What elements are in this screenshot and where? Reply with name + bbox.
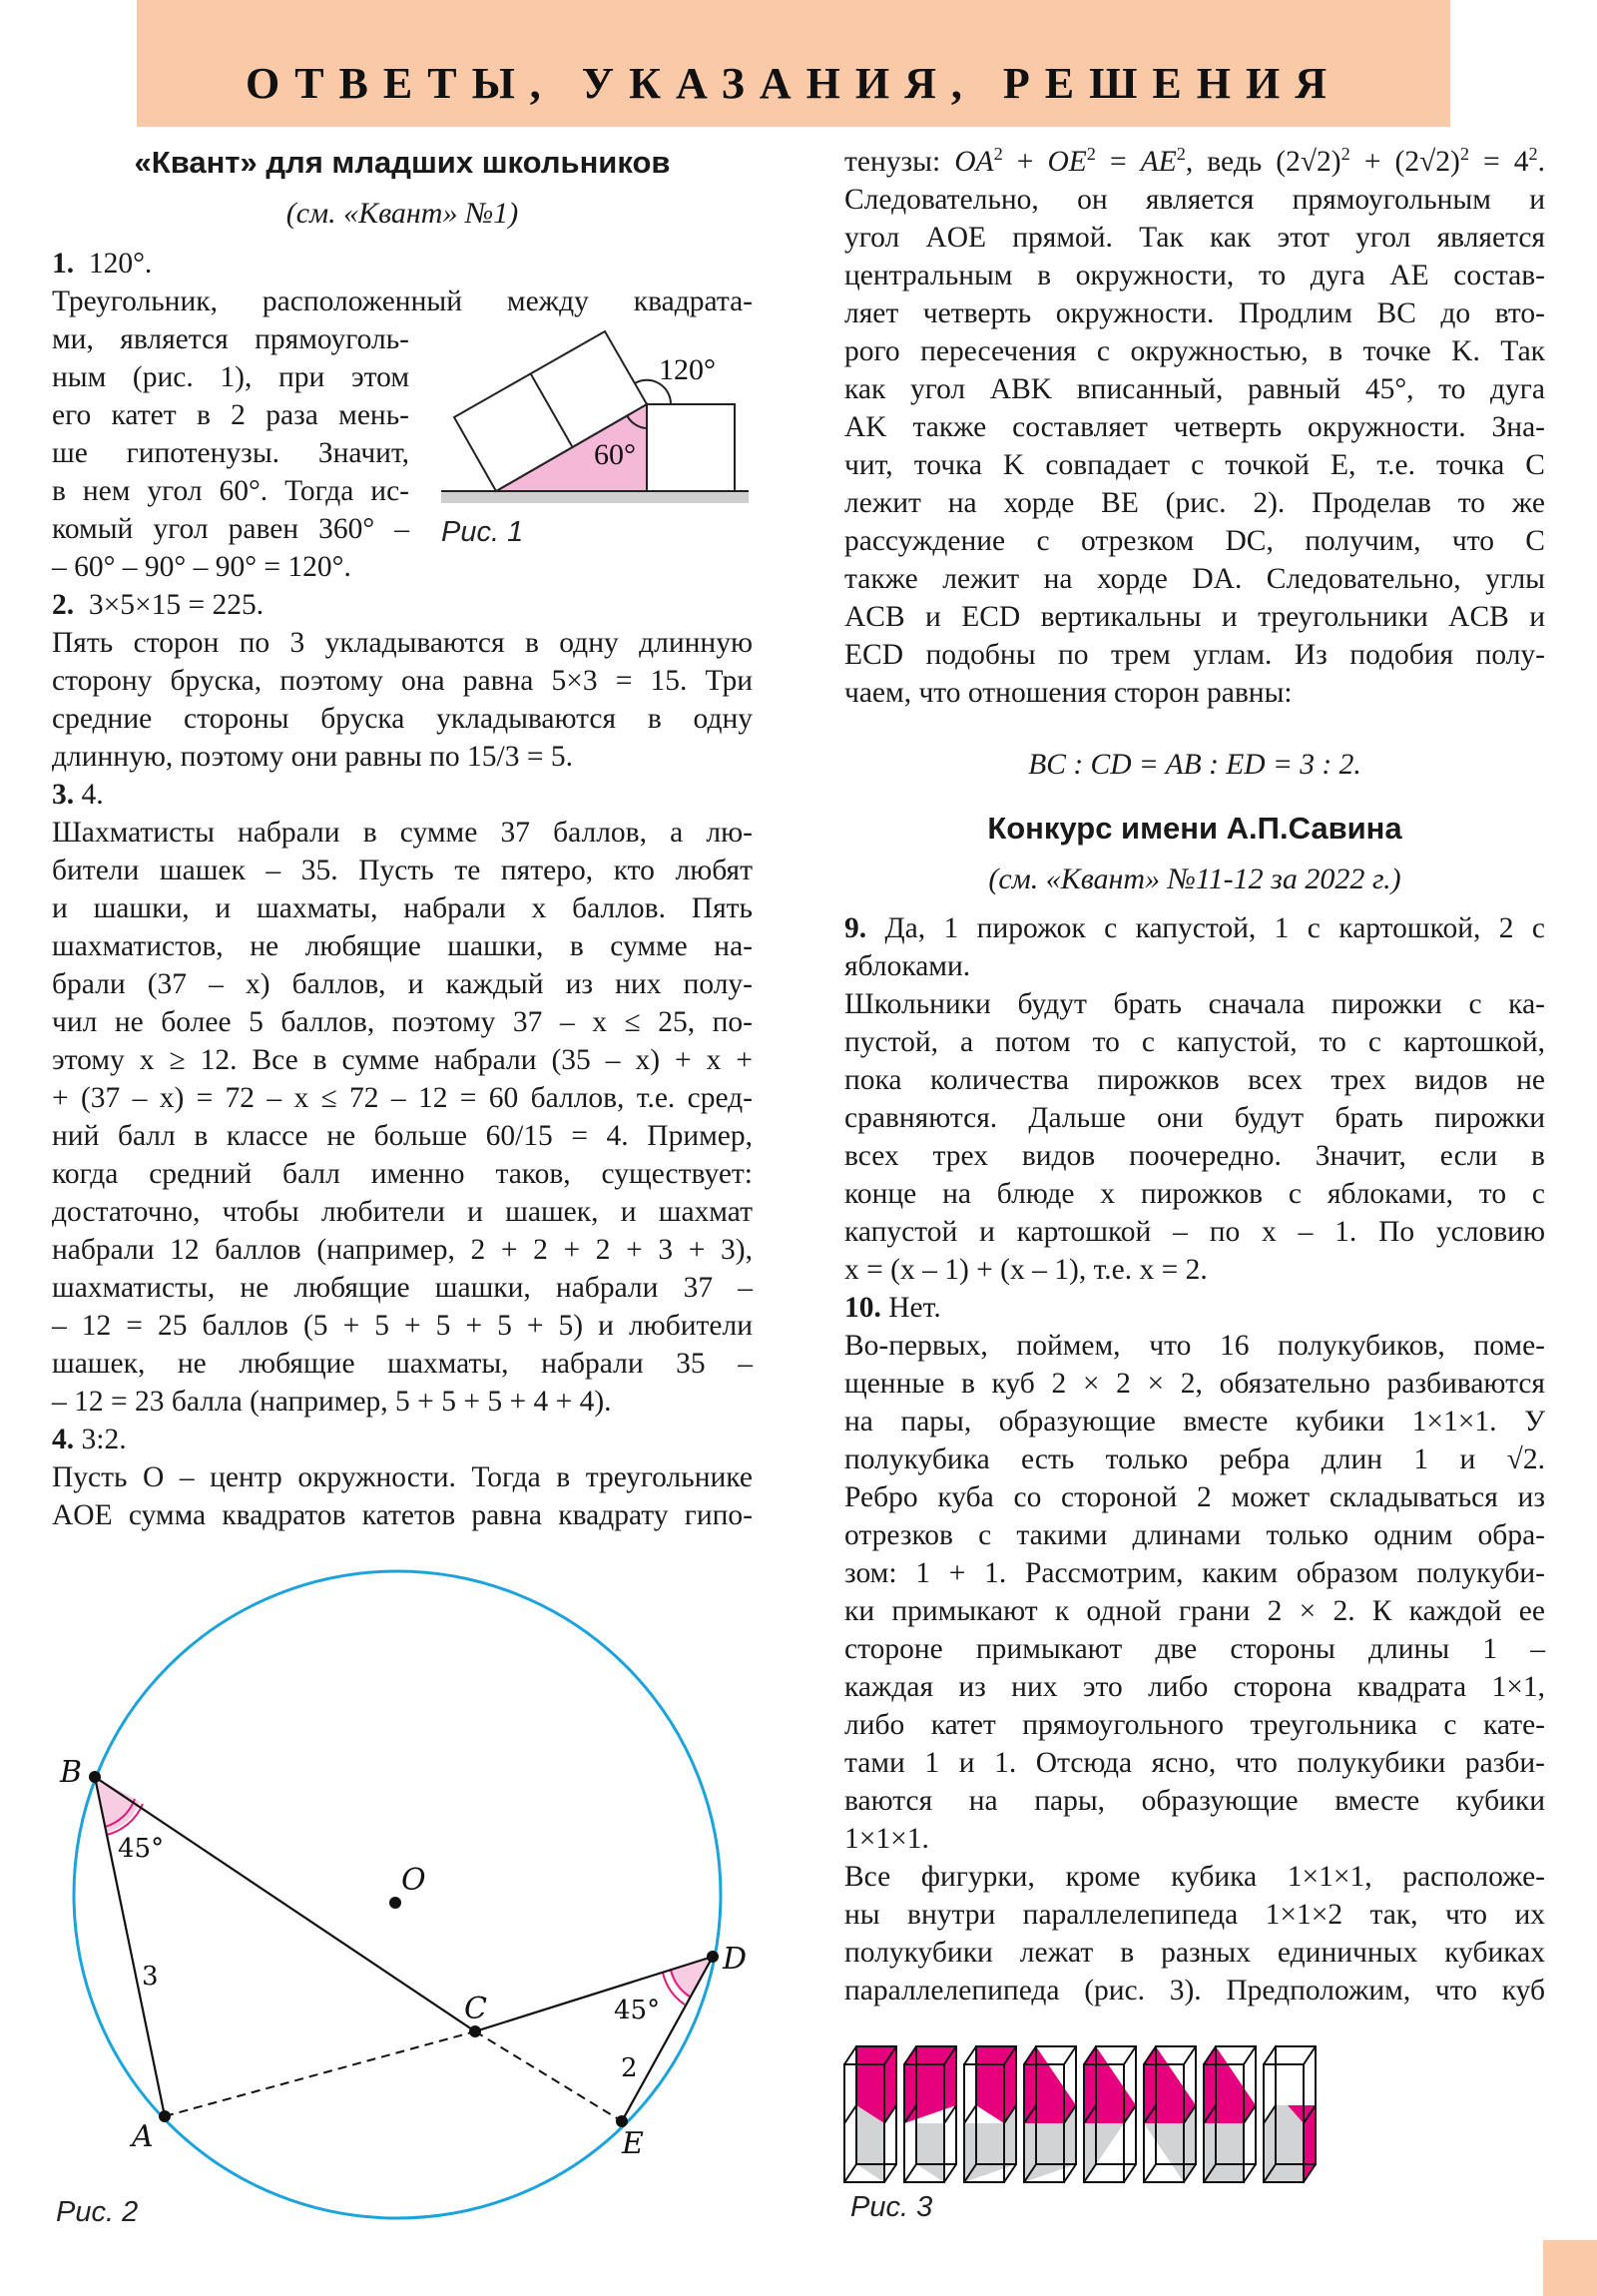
text-line: Ребро куба со стороной 2 может складываться из (844, 1481, 1545, 1513)
text-line: длинную, поэтому они равны по 15/3 = 5. (52, 741, 573, 773)
side-de-label: 2 (621, 2053, 638, 2083)
ratio-formula: BC : CD = AB : ED = 3 : 2. (1028, 749, 1361, 781)
text-line: ний балл в классе не больше 60/15 = 4. Пример, (52, 1120, 753, 1152)
figure-1-diagram (439, 319, 759, 519)
problem-number: 3. (52, 779, 75, 811)
figure-1-caption: Рис. 1 (441, 516, 524, 548)
text-line: чит, точка K совпадает с точкой E, т.е. точка C (844, 449, 1545, 481)
figure-3-diagram (842, 2046, 1501, 2186)
point-o (389, 1897, 401, 1909)
page-title: ОТВЕТЫ, УКАЗАНИЯ, РЕШЕНИЯ (245, 59, 1342, 108)
text-line: рого пересечения с окружностью, в точке K. Так (844, 335, 1545, 367)
text-line: полукубики лежат в разных единичных кубиках (844, 1937, 1545, 1969)
text-line: на пары, образующие вместе кубики 1×1×1. У (844, 1406, 1545, 1437)
angle-120-label: 120° (659, 353, 716, 386)
figure-3-caption: Рис. 3 (850, 2191, 933, 2223)
label-d: D (723, 1942, 748, 1977)
text-line: сторону бруска, поэтому она равна 5×3 = 15. Три (52, 665, 753, 697)
text-line: каждая из них это либо сторона квадрата 1×1, (844, 1671, 1545, 1703)
text-line: чил не более 5 баллов, поэтому 37 – x ≤ 25, по- (52, 1006, 753, 1038)
problem-number: 1. (52, 248, 75, 280)
problem-answer: Нет. (888, 1292, 941, 1324)
text-line: пока количества пирожков всех трех видов не (844, 1064, 1545, 1096)
text-line: полукубика есть только ребра длин 1 и √2. (844, 1443, 1545, 1475)
section-title: Конкурс имени А.П.Савина (987, 811, 1402, 846)
section-subtitle: (см. «Квант» №1) (285, 197, 519, 230)
text-line: ACB и ECD вертикальны и треугольники ACB и (844, 601, 1545, 633)
problem-number: 2. (52, 589, 75, 621)
text-line: его катет в 2 раза мень- (52, 399, 409, 431)
text-line: комый угол равен 360° – (52, 513, 409, 545)
text-line: тами 1 и 1. Отсюда ясно, что полукубики разби- (844, 1747, 1545, 1779)
text-line: сравняются. Дальше они будут брать пирожки (844, 1102, 1545, 1134)
text-line: отрезков с такими длинами только одним обра- (844, 1519, 1545, 1551)
text-line: и шашки, и шахматы, набрали x баллов. Пять (52, 892, 753, 924)
side-ab-label: 3 (142, 1962, 159, 1992)
text-line: центральным в окружности, то дуга AE состав- (844, 260, 1545, 291)
label-e: E (622, 2126, 644, 2161)
ground-bar (441, 491, 749, 503)
section-subtitle: (см. «Квант» №11-12 за 2022 г.) (988, 862, 1401, 895)
problem-2-header (52, 586, 753, 624)
text-line: ваются на пары, образующие вместе кубики (844, 1785, 1545, 1817)
text-line: конце на блюде x пирожков с яблоками, то с (844, 1178, 1545, 1210)
label-b: B (60, 1755, 83, 1790)
text-line: ECD подобны по трем углам. Из подобия полу- (844, 639, 1545, 671)
text-line: Треугольник, расположенный между квадрата- (52, 286, 753, 317)
right-square (647, 404, 735, 491)
problem-1-header (52, 245, 753, 283)
text-line: яблоками. (844, 950, 971, 982)
text-line: – 60° – 90° – 90° = 120°. (52, 551, 351, 583)
text-line: этому x ≥ 12. Все в сумме набрали (35 – x) + x + (52, 1044, 753, 1076)
problem-answer: 3×5×15 = 225. (88, 589, 265, 621)
prism-2 (904, 2046, 956, 2182)
point-d (707, 1951, 719, 1963)
text-line: в нем угол 60°. Тогда ис- (52, 475, 409, 507)
text-line: AOE сумма квадратов катетов равна квадрату гипо- (52, 1499, 753, 1531)
text-line: Пусть O – центр окружности. Тогда в треугольнике (52, 1461, 753, 1493)
text-line: рассуждение с отрезком DC, получим, что C (844, 525, 1545, 557)
prism-3 (964, 2046, 1016, 2182)
header-band (137, 0, 1450, 127)
text-line: лежит на хорде BE (рис. 2). Проделав то же (844, 487, 1545, 519)
text-line: Школьники будут брать сначала пирожки с ка- (844, 988, 1545, 1020)
figure-2-diagram (40, 1557, 769, 2256)
text-line: также лежит на хорде DA. Следовательно, углы (844, 563, 1545, 595)
text-line: бители шашек – 35. Пусть те пятеро, кто любят (52, 855, 753, 886)
text-line: набрали 12 баллов (например, 2 + 2 + 2 + 3 + 3), (52, 1234, 753, 1266)
problem-answer: Да, 1 пирожок с капустой, 1 с картошкой, 2 с (884, 912, 1545, 944)
prism-4 (1024, 2046, 1076, 2182)
label-o: O (401, 1863, 426, 1898)
text-line: – 12 = 25 баллов (5 + 5 + 5 + 5 + 5) и любители (52, 1310, 753, 1342)
page-corner-tab (1543, 2240, 1597, 2296)
text-line: ны внутри параллелепипеда 1×1×2 так, что их (844, 1899, 1545, 1931)
point-c (469, 2025, 481, 2037)
point-b (89, 1771, 101, 1783)
text-line: Во-первых, поймем, что 16 полукубиков, поме- (844, 1330, 1545, 1362)
problem-10-header (844, 1289, 1545, 1327)
label-a: A (132, 2119, 154, 2154)
prism-7 (1204, 2046, 1256, 2182)
text-line: пустой, а потом то с капустой, то с картошкой, (844, 1026, 1545, 1058)
text-line: Шахматисты набрали в сумме 37 баллов, а лю- (52, 817, 753, 849)
text-line: + (37 – x) = 72 – x ≤ 72 – 12 = 60 баллов, т.е. сред- (52, 1082, 753, 1114)
text-line: Все фигурки, кроме кубика 1×1×1, расположе- (844, 1861, 1545, 1893)
text-line: x = (x – 1) + (x – 1), т.е. x = 2. (844, 1254, 1208, 1286)
prism-1 (844, 2046, 896, 2182)
text-line: Пять сторон по 3 укладываются в одну длинную (52, 627, 753, 659)
problem-answer: 4. (81, 779, 104, 811)
text-line: – 12 = 23 балла (например, 5 + 5 + 5 + 4 + 4). (52, 1386, 612, 1418)
angle-d-label: 45° (614, 1996, 661, 2025)
text-line: как угол ABK вписанный, равный 45°, то дуга (844, 373, 1545, 405)
text-line: либо катет прямоугольного треугольника с кате- (844, 1709, 1545, 1741)
problem-4-header (52, 1421, 753, 1458)
prism-6 (1144, 2046, 1196, 2182)
text-line: Следовательно, он является прямоугольным и (844, 184, 1545, 216)
text-line: параллелепипеда (рис. 3). Предположим, что куб (844, 1975, 1545, 2007)
problem-3-header (52, 776, 753, 814)
figure-2-caption: Рис. 2 (56, 2196, 139, 2228)
text-line: щенные в куб 2 × 2 × 2, обязательно разбиваются (844, 1368, 1545, 1400)
prism-8 (1264, 2046, 1316, 2182)
prism-5 (1084, 2046, 1136, 2182)
text-line: достаточно, чтобы любители и шашек, и шахмат (52, 1196, 753, 1228)
problem-answer: 3:2. (81, 1424, 127, 1455)
text-line: когда средний балл именно таков, существует: (52, 1158, 753, 1190)
text-line: ляет четверть окружности. Продлим BC до вто- (844, 297, 1545, 329)
text-line: стороне примыкают две стороны длины 1 – (844, 1633, 1545, 1665)
text-line: брали (37 – x) баллов, и каждый из них полу- (52, 968, 753, 1000)
text-line: AK также составляет четверть окружности. Зна- (844, 411, 1545, 443)
text-line: угол AOE прямой. Так как этот угол является (844, 222, 1545, 254)
point-a (159, 2110, 171, 2122)
text-line: чаем, что отношения сторон равны: (844, 677, 1293, 709)
text-line: всех трех видов поочередно. Значит, если в (844, 1140, 1545, 1172)
text-line: зом: 1 + 1. Рассмотрим, каким образом полукуби- (844, 1557, 1545, 1589)
label-c: C (464, 1992, 487, 2026)
text-line: ки примыкают к одной грани 2 × 2. К каждой ее (844, 1595, 1545, 1627)
text-line: шахматистов, не любящие шашки, в сумме на- (52, 930, 753, 962)
text-line: ми, является прямоуголь- (52, 323, 409, 355)
angle-60-label: 60° (594, 438, 636, 471)
problem-number: 10. (844, 1292, 881, 1324)
problem-number: 4. (52, 1424, 75, 1455)
text-line: капустой и картошкой – по x – 1. По условию (844, 1216, 1545, 1248)
text-line: тенузы: $OA^2 + OE^2 = AE^2$, ведь $(2√2)^2 + (2√2)^2 = 4^2$. (844, 144, 1546, 178)
text-line: 1×1×1. (844, 1823, 929, 1855)
problem-9-header (844, 909, 1545, 947)
text-line: шахматисты, не любящие шашки, набрали 37 – (52, 1272, 753, 1304)
problem-number: 9. (844, 912, 867, 944)
angle-b-label: 45° (118, 1834, 165, 1864)
text-line: шашек, не любящие шахматы, набрали 35 – (52, 1348, 753, 1380)
section-title: «Квант» для младших школьников (134, 145, 671, 180)
text-line: средние стороны бруска укладываются в одну (52, 703, 753, 735)
problem-answer: 120°. (88, 248, 153, 280)
text-line: ным (рис. 1), при этом (52, 361, 409, 393)
text-line: ше гипотенузы. Значит, (52, 437, 409, 469)
